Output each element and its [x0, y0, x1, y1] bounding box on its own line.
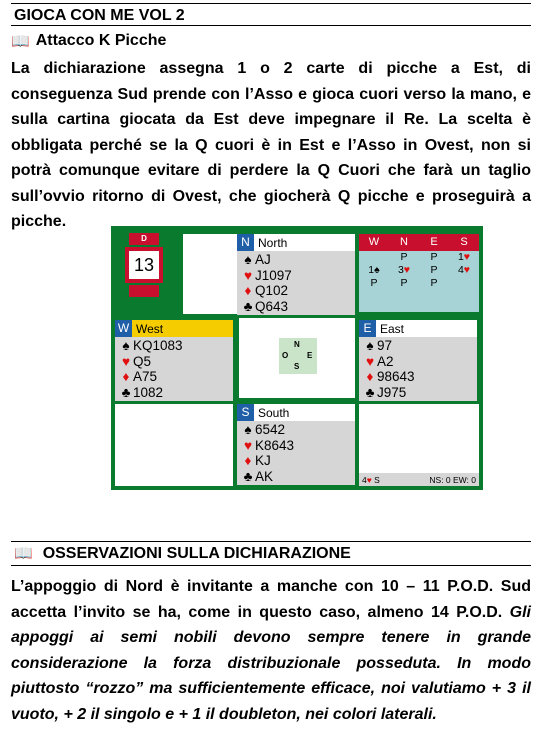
section-observations-heading	[11, 541, 531, 566]
west-diamonds: A75	[133, 369, 158, 384]
bid-cell: 1♠	[368, 264, 380, 276]
dealer-indicator: D	[129, 233, 159, 245]
bid-col-s: S	[460, 236, 468, 248]
compass	[279, 338, 317, 374]
west-spades: KQ1083	[133, 338, 183, 353]
club-icon: ♣	[121, 384, 131, 400]
east-seat: E	[359, 320, 376, 337]
status-bar	[359, 473, 479, 486]
south-diamonds: KJ	[255, 453, 271, 468]
bid-cell: P	[430, 277, 438, 289]
diamond-icon: ♦	[244, 283, 252, 298]
south-name: South	[258, 405, 290, 420]
section-observations-title: OSSERVAZIONI SULLA DICHIARAZIONE	[42, 545, 351, 562]
heart-icon: ♥	[121, 353, 130, 369]
compass-s: S	[294, 362, 300, 371]
section-lead-title: Attacco K Picche	[35, 32, 167, 49]
north-spades: AJ	[255, 252, 271, 267]
bid-row	[359, 251, 479, 264]
bid-cell	[449, 277, 479, 290]
heart-icon: ♥	[243, 437, 252, 453]
north-cards	[237, 251, 355, 315]
observations-italic-text: Gli appoggi ai semi nobili devono sempre tenere in grande considerazione la forza distribuzionale posseduta. In modo piuttosto “rozzo” ma sufficientemente efficace, noi valutiamo + 3 il vuoto, + 2 il singolo e + 1 il doubleton, nei colori laterali.	[11, 603, 531, 723]
bid-row	[359, 277, 479, 290]
bridge-board	[111, 226, 483, 490]
west-seat: W	[115, 320, 132, 337]
south-hearts: K8643	[255, 437, 295, 453]
east-hearts: A2	[377, 353, 394, 369]
result-panel	[359, 404, 479, 486]
lead-paragraph: La dichiarazione assegna 1 o 2 carte di picche a Est, di conseguenza Sud prende con l’Asso e gioca cuori verso la mano, e sulla cartina giocata da Est deve impegnare il Re. La scelta è obbligata perché se la Q cuori è in Est e l’Asso in Ovest, non si potrà comunque evitare di perdere la Q Cuori che farà un taglio sull’ovvio ritorno di Ovest, che giocherà Q picche e proseguirà a picche.	[11, 60, 531, 230]
page-title: GIOCA CON ME VOL 2	[14, 7, 185, 24]
compass-o: O	[282, 351, 289, 360]
club-icon: ♣	[243, 298, 253, 314]
west-hand	[115, 320, 233, 401]
observations-bold-text: L’appoggio di Nord è invitante a manche con 10 – 11 P.O.D. Sud accetta l’invito se ha, come in questo caso, almeno 14 P.O.D.	[11, 578, 531, 621]
bid-cell: 4♥	[457, 264, 471, 276]
east-cards	[359, 337, 477, 401]
bid-col-e: E	[430, 236, 438, 248]
north-title	[237, 234, 355, 251]
page-header	[11, 3, 531, 26]
score: NS: 0 EW: 0	[429, 474, 476, 485]
bid-cell: 3♥	[397, 264, 411, 276]
spade-icon: ♠	[122, 338, 130, 353]
bid-cell: P	[430, 251, 438, 263]
diamond-icon: ♦	[244, 453, 252, 468]
bid-cell: P	[370, 277, 378, 289]
south-clubs: AK	[255, 468, 274, 484]
bid-row	[359, 264, 479, 277]
east-diamonds: 98643	[377, 369, 415, 384]
bid-cell	[359, 251, 389, 264]
book-icon: 📖	[14, 545, 33, 562]
bidding-table	[359, 234, 479, 312]
east-name: East	[380, 321, 405, 336]
book-icon: 📖	[11, 33, 30, 50]
vulnerability-bar	[129, 285, 159, 297]
south-title	[237, 404, 355, 421]
compass-e: E	[307, 351, 313, 360]
east-spades: 97	[377, 338, 393, 353]
west-clubs: 1082	[133, 384, 164, 400]
bid-col-w: W	[368, 236, 380, 248]
east-title	[359, 320, 477, 337]
diamond-icon: ♦	[122, 369, 130, 384]
spade-icon: ♠	[366, 338, 374, 353]
board-number-frame	[125, 247, 163, 283]
section-lead-heading	[11, 32, 166, 50]
bidding-header	[359, 234, 479, 251]
bid-cell: P	[430, 264, 438, 276]
east-hand	[359, 320, 477, 401]
west-cards	[115, 337, 233, 401]
east-clubs: J975	[377, 384, 407, 400]
north-diamonds: Q102	[255, 283, 289, 298]
north-name: North	[258, 235, 288, 250]
blank-panel	[183, 234, 239, 314]
bid-cell: 1♥	[457, 251, 471, 263]
board-number-panel	[115, 230, 233, 312]
north-hand	[237, 234, 355, 315]
south-hand	[237, 404, 355, 485]
south-cards	[237, 421, 355, 485]
west-name: West	[136, 321, 164, 336]
bid-cell: P	[400, 251, 408, 263]
board-number: 13	[129, 251, 159, 279]
south-spades: 6542	[255, 422, 286, 437]
north-hearts: J1097	[255, 267, 292, 283]
table-center	[239, 318, 355, 398]
observations-paragraph	[11, 574, 531, 727]
spade-icon: ♠	[244, 252, 252, 267]
club-icon: ♣	[243, 468, 253, 484]
bid-col-n: N	[400, 236, 408, 248]
diamond-icon: ♦	[366, 369, 374, 384]
west-title	[115, 320, 233, 337]
north-clubs: Q643	[255, 298, 289, 314]
bid-cell: P	[400, 277, 408, 289]
blank-panel	[115, 404, 233, 486]
contract: 4♥ S	[362, 474, 380, 485]
club-icon: ♣	[365, 384, 375, 400]
heart-icon: ♥	[243, 267, 252, 283]
west-hearts: Q5	[133, 353, 152, 369]
south-seat: S	[237, 404, 254, 421]
compass-n: N	[294, 340, 300, 349]
heart-icon: ♥	[365, 353, 374, 369]
spade-icon: ♠	[244, 422, 252, 437]
north-seat: N	[237, 234, 254, 251]
